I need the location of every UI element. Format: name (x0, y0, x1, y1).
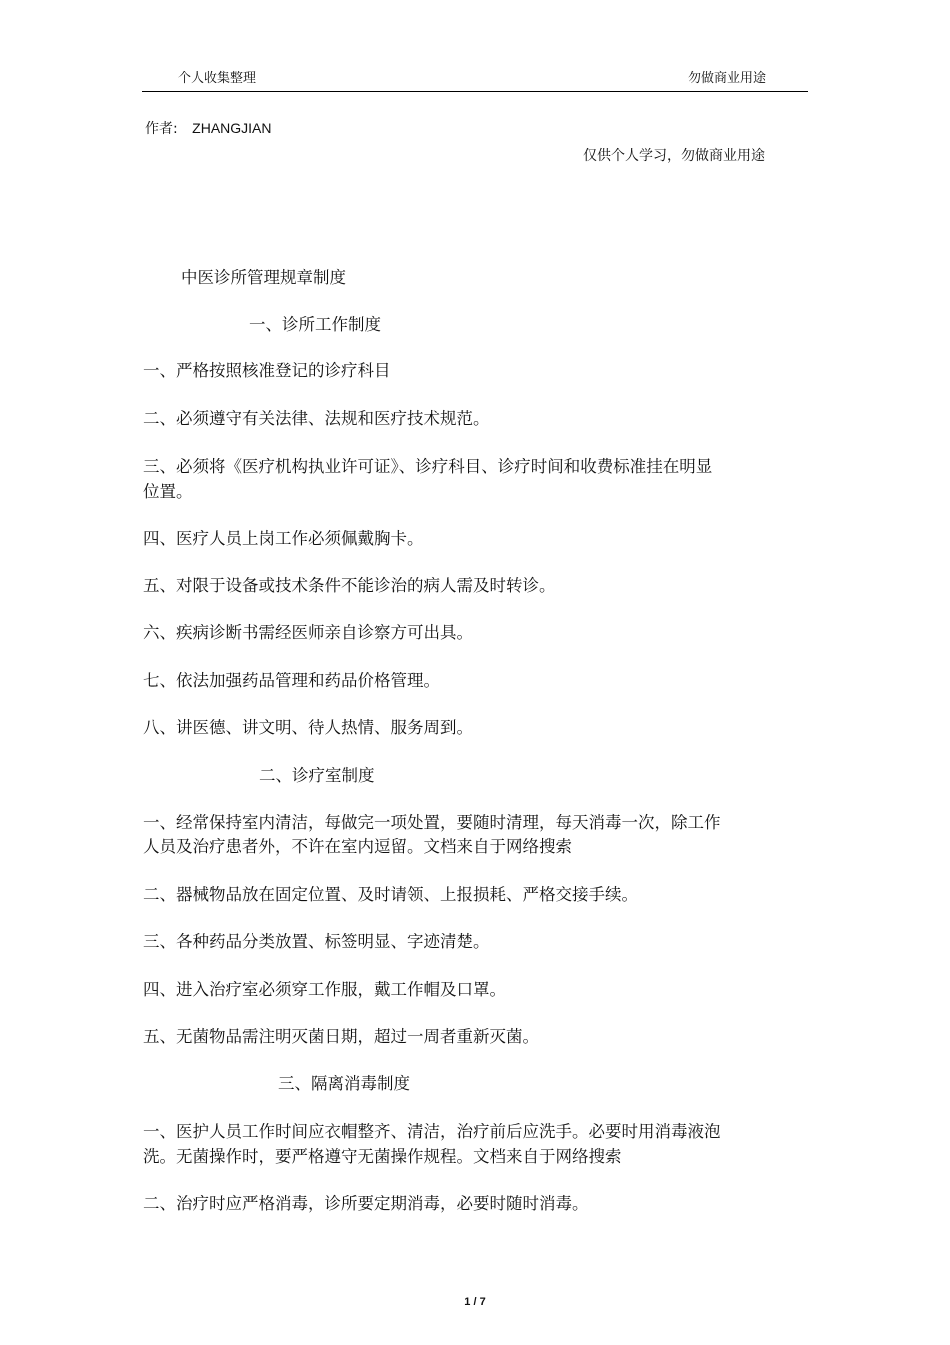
page-number: 1 / 7 (464, 1296, 486, 1308)
section3-item: 洗。无菌操作时，要严格遵守无菌操作规程。文档来自于网络搜索 (143, 1147, 622, 1166)
section2-item: 五、无菌物品需注明灭菌日期，超过一周者重新灭菌。 (143, 1027, 539, 1046)
section2-item: 二、器械物品放在固定位置、及时请领、上报损耗、严格交接手续。 (143, 885, 638, 904)
section1-item: 一、严格按照核准登记的诊疗科目 (143, 361, 391, 380)
header-divider (142, 91, 808, 92)
section2-item: 一、经常保持室内清洁，每做完一项处置，要随时清理，每天消毒一次，除工作 (143, 813, 721, 832)
section1-item: 五、对限于设备或技术条件不能诊治的病人需及时转诊。 (143, 576, 556, 595)
author-name: ZHANGJIAN (192, 120, 272, 136)
section2-item: 四、进入治疗室必须穿工作服，戴工作帽及口罩。 (143, 980, 506, 999)
author-line (145, 118, 272, 138)
section1-item: 八、讲医德、讲文明、待人热情、服务周到。 (143, 718, 473, 737)
section1-item: 四、医疗人员上岗工作必须佩戴胸卡。 (143, 529, 424, 548)
section1-heading: 一、诊所工作制度 (249, 315, 381, 334)
section3-item: 二、治疗时应严格消毒，诊所要定期消毒，必要时随时消毒。 (143, 1194, 589, 1213)
section1-item: 七、依法加强药品管理和药品价格管理。 (143, 671, 440, 690)
section2-item: 三、各种药品分类放置、标签明显、字迹清楚。 (143, 932, 490, 951)
section1-item: 六、疾病诊断书需经医师亲自诊察方可出具。 (143, 623, 473, 642)
usage-notice: 仅供个人学习，勿做商业用途 (583, 148, 765, 164)
section3-heading: 三、隔离消毒制度 (278, 1074, 410, 1093)
section1-item: 位置。 (143, 482, 193, 501)
section2-heading: 二、诊疗室制度 (259, 766, 375, 785)
section1-item: 二、必须遵守有关法律、法规和医疗技术规范。 (143, 409, 490, 428)
section3-item: 一、医护人员工作时间应衣帽整齐、清洁，治疗前后应洗手。必要时用消毒液泡 (143, 1122, 721, 1141)
document-title: 中医诊所管理规章制度 (181, 268, 346, 287)
author-label: 作者: (145, 121, 178, 137)
header-left: 个人收集整理 (178, 71, 257, 86)
header-right: 勿做商业用途 (688, 71, 767, 86)
section1-item: 三、必须将《医疗机构执业许可证》、诊疗科目、诊疗时间和收费标准挂在明显 (143, 457, 713, 476)
section2-item: 人员及治疗患者外，不许在室内逗留。文档来自于网络搜索 (143, 837, 572, 856)
